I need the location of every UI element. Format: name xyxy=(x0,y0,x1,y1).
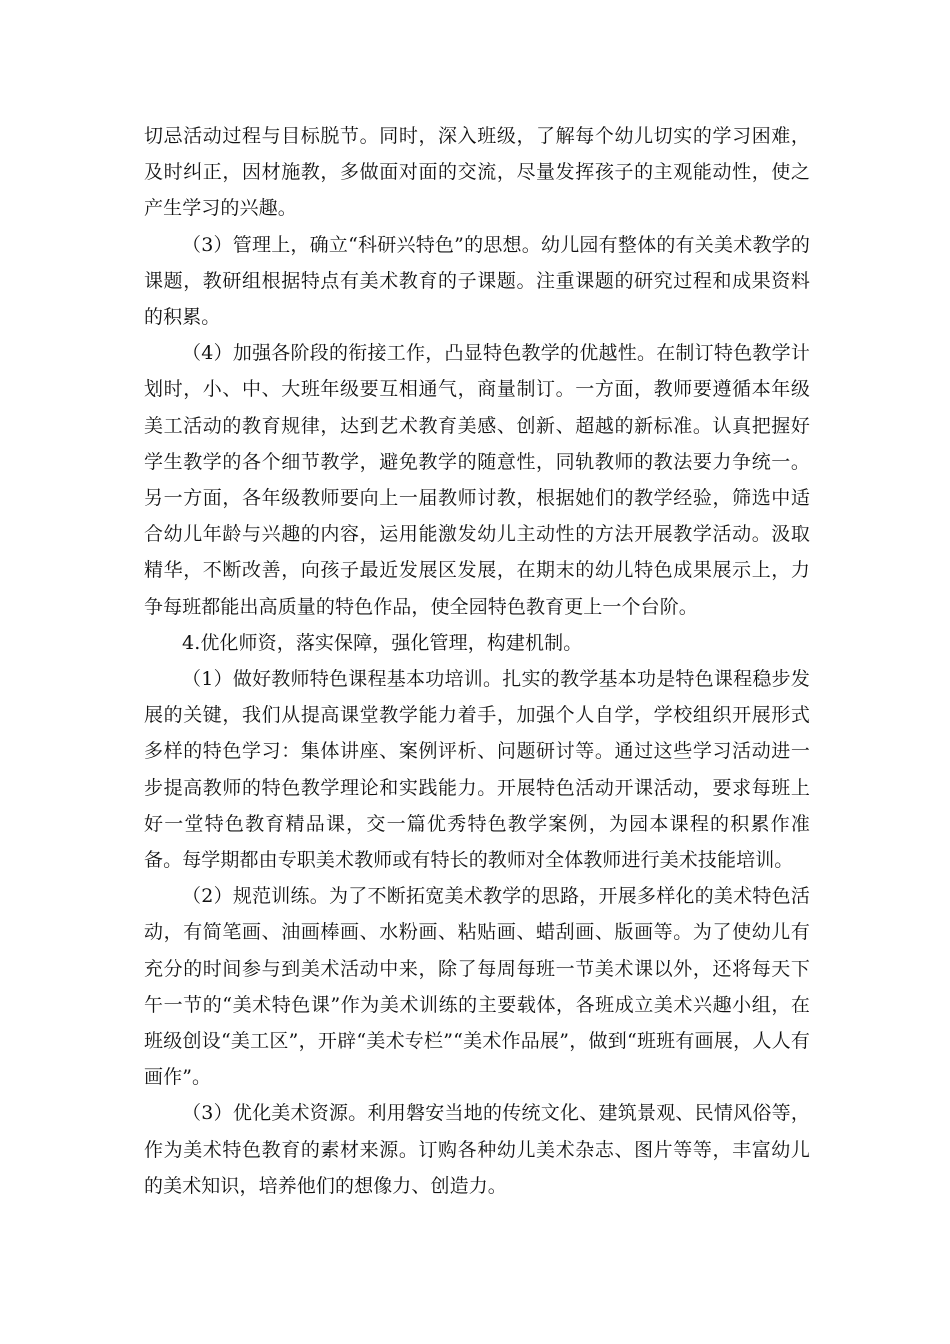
document-body xyxy=(144,118,810,1204)
paragraph-art-resources: （3）优化美术资源。利用磐安当地的传统文化、建筑景观、民情风俗等，作为美术特色教育的素材来源。订购各种幼儿美术杂志、图片等等，丰富幼儿的美术知识，培养他们的想像力、创造力。 xyxy=(144,1102,810,1197)
section-heading-4: 4.优化师资，落实保障，强化管理，构建机制。 xyxy=(182,631,583,654)
paragraph-stage-connection: （4）加强各阶段的衔接工作，凸显特色教学的优越性。在制订特色教学计划时，小、中、大班年级要互相通气，商量制订。一方面，教师要遵循本年级美工活动的教育规律，达到艺术教育美感、创新、超越的新标准。认真把握好学生教学的各个细节教学，避免教学的随意性，同轨教师的教法要力争统一。另一方面，各年级教师要向上一届教师讨教，根据她们的教学经验，筛选中适合幼儿年龄与兴趣的内容，运用能激发幼儿主动性的方法开展教学活动。汲取精华，不断改善，向孩子最近发展区发展，在期末的幼儿特色成果展示上，力争每班都能出高质量的特色作品，使全园特色教育更上一个台阶。 xyxy=(144,342,810,618)
paragraph-continuation: 切忌活动过程与目标脱节。同时，深入班级，了解每个幼儿切实的学习困难，及时纠正，因材施教，多做面对面的交流，尽量发挥孩子的主观能动性，使之产生学习的兴趣。 xyxy=(144,125,810,220)
paragraph-standard-training: （2）规范训练。为了不断拓宽美术教学的思路，开展多样化的美术特色活动，有简笔画、油画棒画、水粉画、粘贴画、蜡刮画、版画等。为了使幼儿有充分的时间参与到美术活动中来，除了每周每班一节美术课以外，还将每天下午一节的“美术特色课”作为美术训练的主要载体，各班成立美术兴趣小组，在班级创设“美工区”，开辟“美术专栏”“美术作品展”，做到“班班有画展，人人有画作”。 xyxy=(144,885,810,1089)
paragraph-teacher-training: （1）做好教师特色课程基本功培训。扎实的教学基本功是特色课程稳步发展的关键，我们从提高课堂教学能力着手，加强个人自学，学校组织开展形式多样的特色学习：集体讲座、案例评析、问题研讨等。通过这些学习活动进一步提高教师的特色教学理论和实践能力。开展特色活动开课活动，要求每班上好一堂特色教育精品课，交一篇优秀特色教学案例，为园本课程的积累作准备。每学期都由专职美术教师或有特长的教师对全体教师进行美术技能培训。 xyxy=(144,668,810,872)
paragraph-management: （3）管理上，确立“科研兴特色”的思想。幼儿园有整体的有关美术教学的课题，教研组根据特点有美术教育的子课题。注重课题的研究过程和成果资料的积累。 xyxy=(144,233,810,329)
